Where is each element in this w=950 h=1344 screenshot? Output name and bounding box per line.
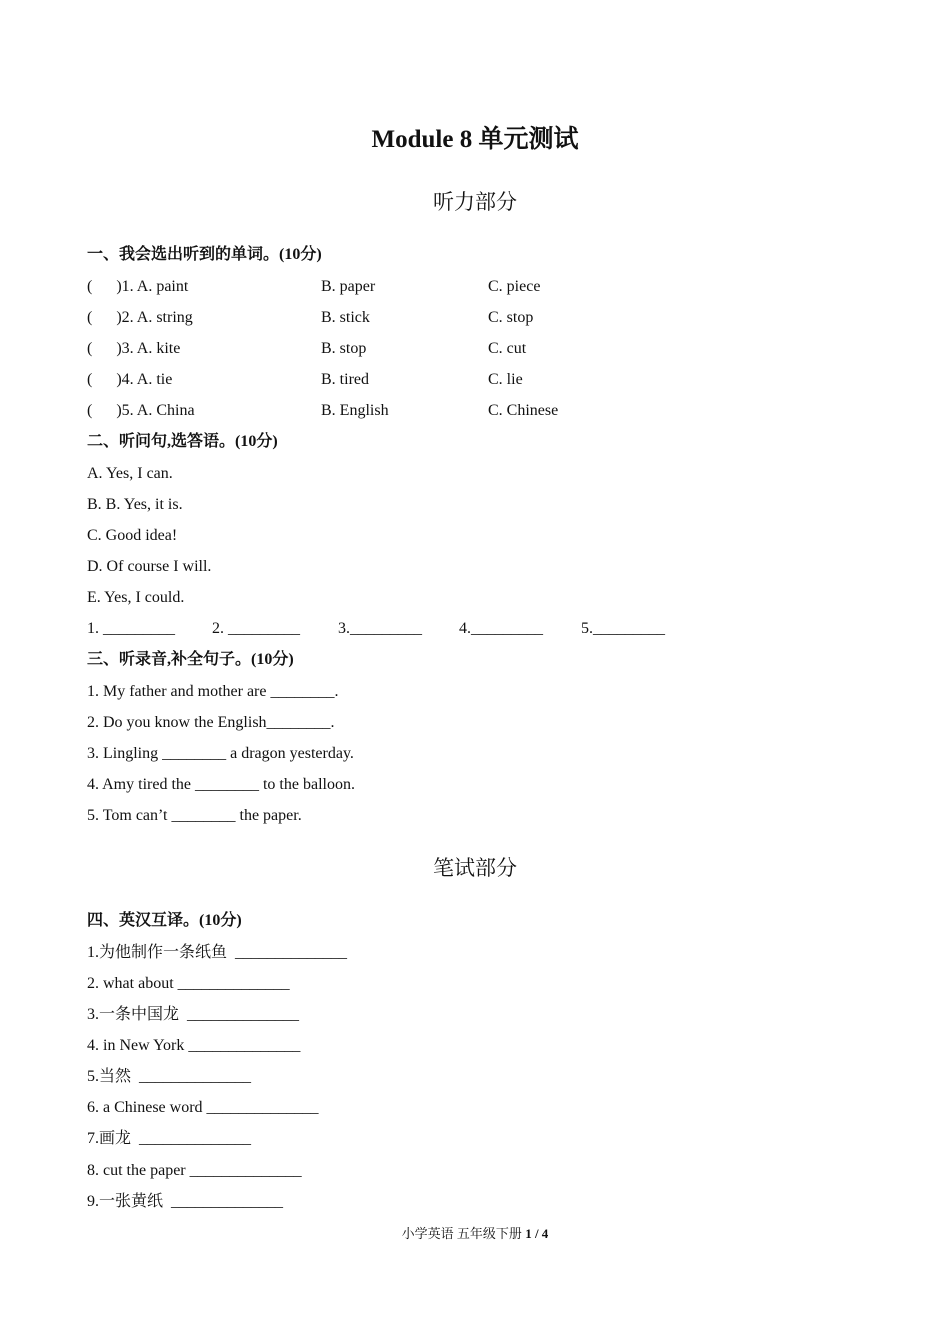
translation-item: 9.一张黄纸 ______________	[87, 1193, 284, 1210]
question-number: ( )4. A. tie	[87, 371, 173, 388]
answer-option: B. B. Yes, it is.	[87, 496, 183, 513]
option-c: C. piece	[488, 278, 541, 295]
option-b: B. stop	[321, 340, 367, 357]
option-c: C. lie	[488, 371, 523, 388]
answer-option: D. Of course I will.	[87, 558, 212, 575]
translation-item: 4. in New York ______________	[87, 1037, 301, 1054]
option-c: C. Chinese	[488, 402, 559, 419]
option-c: C. cut	[488, 340, 527, 357]
section-4-heading: 四、英汉互译。(10分)	[87, 912, 242, 929]
question-number: ( )5. A. China	[87, 402, 195, 419]
answer-option: A. Yes, I can.	[87, 465, 173, 482]
answer-blank: 2. _________	[212, 620, 300, 637]
answer-blank: 4._________	[459, 620, 543, 637]
answer-blank: 1. _________	[87, 620, 175, 637]
page-footer	[0, 1224, 950, 1244]
option-b: B. English	[321, 402, 389, 419]
answer-option: C. Good idea!	[87, 527, 178, 544]
fill-sentence: 5. Tom can’t ________ the paper.	[87, 807, 302, 824]
page-number: 1 / 4	[525, 1226, 549, 1241]
option-b: B. stick	[321, 309, 370, 326]
answer-option: E. Yes, I could.	[87, 589, 185, 606]
section-1-heading: 一、我会选出听到的单词。(10分)	[87, 246, 322, 263]
question-number: ( )3. A. kite	[87, 340, 181, 357]
option-b: B. tired	[321, 371, 369, 388]
answer-blank: 3._________	[338, 620, 422, 637]
option-c: C. stop	[488, 309, 534, 326]
translation-item: 1.为他制作一条纸鱼 ______________	[87, 944, 348, 961]
question-number: ( )1. A. paint	[87, 278, 189, 295]
option-b: B. paper	[321, 278, 376, 295]
fill-sentence: 4. Amy tired the ________ to the balloon.	[87, 776, 355, 793]
page-title: Module 8 单元测试	[371, 126, 579, 153]
translation-item: 7.画龙 ______________	[87, 1130, 252, 1147]
translation-item: 5.当然 ______________	[87, 1068, 252, 1085]
fill-sentence: 3. Lingling ________ a dragon yesterday.	[87, 745, 354, 762]
question-number: ( )2. A. string	[87, 309, 193, 326]
translation-item: 6. a Chinese word ______________	[87, 1099, 319, 1116]
section-2-heading: 二、听问句,选答语。(10分)	[87, 433, 278, 450]
fill-sentence: 2. Do you know the English________.	[87, 714, 335, 731]
translation-item: 2. what about ______________	[87, 975, 290, 992]
translation-item: 8. cut the paper ______________	[87, 1162, 302, 1179]
answer-blank: 5._________	[581, 620, 665, 637]
listening-part-title: 听力部分	[433, 190, 517, 214]
writing-part-title: 笔试部分	[433, 856, 517, 880]
section-3-heading: 三、听录音,补全句子。(10分)	[87, 651, 294, 668]
translation-item: 3.一条中国龙 ______________	[87, 1006, 300, 1023]
fill-sentence: 1. My father and mother are ________.	[87, 683, 339, 700]
footer-text: 小学英语 五年级下册	[401, 1226, 526, 1241]
